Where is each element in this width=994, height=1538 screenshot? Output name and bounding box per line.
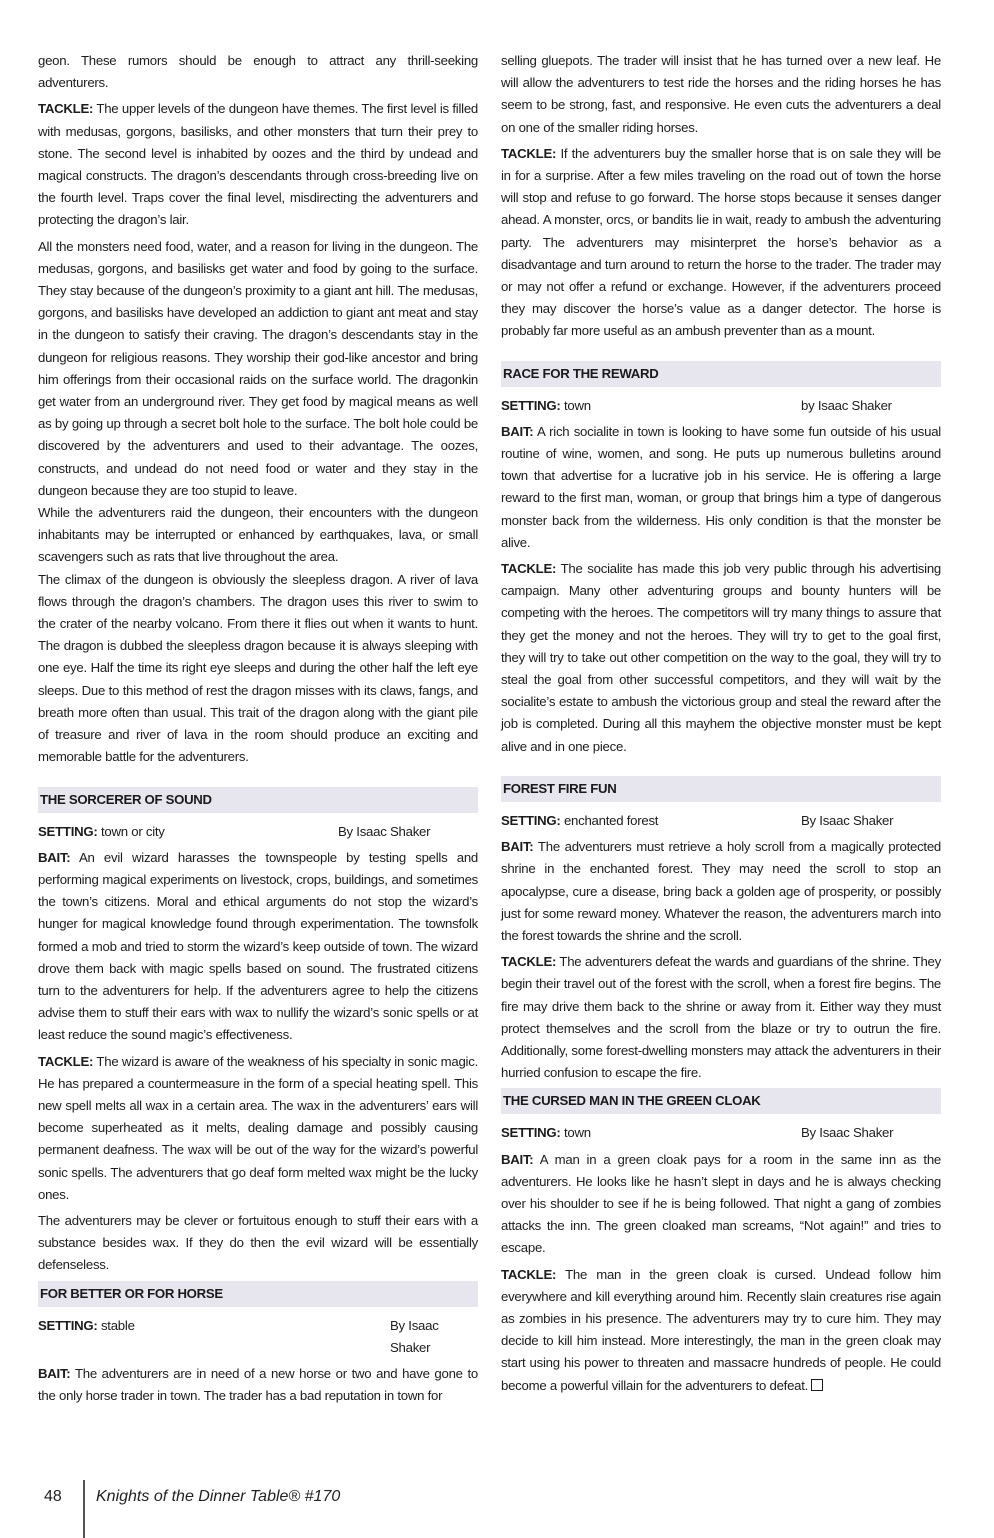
section-heading: THE SORCERER OF SOUND xyxy=(38,787,478,813)
right-column xyxy=(501,50,941,1401)
paragraph: All the monsters need food, water, and a reason for living in the dungeon. The medusas, gorgons, and basilisks get water and food by going to the surface. They stay because of the dungeon’s proximity to a giant ant hill. The medusas, gorgons, and basilisks have developed an addiction to giant ant meat and stay in the dungeon to satisfy their craving. The dragon’s descendants stay in the dungeon for religious reasons. They worship their god-like ancestor and bring him offerings from their occasional raids on the surface world. The dragonkin get water from an underground river. They get food by magical means as well as by going up through a secret bolt hole to the surface. The bolt hole could be discovered by the adventurers and used to their advantage. The oozes, constructs, and undead do not need food or water and they stay in the dungeon because they are too stupid to leave. xyxy=(38,238,478,498)
section-heading: RACE FOR THE REWARD xyxy=(501,361,941,387)
setting-value: stable xyxy=(97,1317,135,1333)
bait-label: BAIT: xyxy=(501,1151,534,1167)
end-mark-icon xyxy=(811,1379,823,1391)
section-heading: FOREST FIRE FUN xyxy=(501,776,941,802)
paragraph: While the adventurers raid the dungeon, their encounters with the dungeon inhabitants may be interrupted or enhanced by earthquakes, lava, or small scavengers such as rats that live throughout the area. xyxy=(38,505,478,565)
setting-label: SETTING: xyxy=(501,1125,561,1141)
setting-line xyxy=(501,810,941,832)
page-footer xyxy=(0,1480,994,1538)
tackle-label: TACKLE: xyxy=(501,954,557,970)
setting-value: town xyxy=(560,1125,591,1141)
setting-line xyxy=(501,395,941,417)
paragraph: geon. These rumors should be enough to attract any thrill-seeking adventurers. xyxy=(38,53,478,91)
byline: By Isaac Shaker xyxy=(801,1125,894,1141)
tackle-label: TACKLE: xyxy=(501,561,557,577)
byline: by Isaac Shaker xyxy=(801,397,892,413)
setting-value: enchanted forest xyxy=(560,812,659,828)
paragraph: TACKLE: The upper levels of the dungeon have themes. The first level is filled with medusas, gorgons, basilisks, and other monsters that turn their prey to stone. The second level is inhabited by oozes and the third by undead and magical constructs. The dragon’s descendants through cross-breeding live on the fourth level. Traps cover the final level, misdirecting the adventurers and protecting the dragon’s lair. xyxy=(38,101,478,228)
tackle-label: TACKLE: xyxy=(501,145,557,161)
paragraph: The climax of the dungeon is obviously the sleepless dragon. A river of lava flows through the dragon’s chambers. The dragon uses this river to swim to the crater of the nearby volcano. From there it flies out when it wants to hunt. The dragon is dubbed the sleepless dragon because it is always sleeping with one eye. Half the time its right eye sleeps and during the other half the left eye sleeps. Due to this method of rest the dragon misses with its claws, fangs, and breath more often than usual. This trait of the dragon along with the giant pile of treasure and river of lava in the room should produce an exciting and memorable battle for the adventurers. xyxy=(38,571,478,765)
setting-line xyxy=(501,1122,941,1144)
paragraph: The adventurers may be clever or fortuitous enough to stuff their ears with a substance besides wax. If they do then the evil wizard will be essentially defenseless. xyxy=(38,1212,478,1273)
left-column xyxy=(38,50,478,1411)
bait-paragraph: BAIT: A rich socialite in town is looking to have some fun outside of his usual routine of wine, women, and song. He puts up numerous bulletins around town that advertise for a lucrative job in his service. He is offering a large reward to the first man, woman, or group that brings him a type of dangerous monster back from the wilderness. His only condition is that the monster be alive. xyxy=(501,423,941,550)
bait-paragraph: BAIT: A man in a green cloak pays for a room in the same inn as the adventurers. He looks like he hasn’t slept in days and he is always checking over his shoulder to see if he is being followed. That night a gang of zombies attacks the inn. The green cloaked man screams, “Not again!” and tries to escape. xyxy=(501,1151,941,1256)
section-heading: FOR BETTER OR FOR HORSE xyxy=(38,1281,478,1307)
byline: By Isaac Shaker xyxy=(801,812,894,828)
setting-label: SETTING: xyxy=(38,823,98,839)
setting-line xyxy=(38,821,478,843)
bait-label: BAIT: xyxy=(501,423,534,439)
setting-label: SETTING: xyxy=(501,397,561,413)
tackle-label: TACKLE: xyxy=(38,1053,94,1069)
setting-value: town xyxy=(560,397,591,413)
section-heading: THE CURSED MAN IN THE GREEN CLOAK xyxy=(501,1088,941,1114)
bait-paragraph: BAIT: The adventurers must retrieve a holy scroll from a magically protected shrine in the enchanted forest. They may need the scroll to stop an apocalypse, cure a disease, bring back a golden age of prosperity, or possibly just for some reward money. Whatever the reason, the adventurers march into the forest towards the shrine and the scroll. xyxy=(501,839,941,943)
magazine-title: Knights of the Dinner Table® #170 xyxy=(96,1488,341,1505)
byline: By Isaac Shaker xyxy=(390,1317,439,1355)
bait-label: BAIT: xyxy=(38,1365,71,1381)
paragraph: selling gluepots. The trader will insist that he has turned over a new leaf. He will allow the adventurers to test ride the horses and the riding horses he has seem to be strong, fast, and responsive. He even cuts the adventurers a deal on one of the smaller riding horses. xyxy=(501,53,941,135)
bait-paragraph: BAIT: The adventurers are in need of a new horse or two and have gone to the only horse trader in town. The trader has a bad reputation in town for xyxy=(38,1365,478,1404)
byline: By Isaac Shaker xyxy=(338,823,431,839)
bait-label: BAIT: xyxy=(501,839,534,855)
setting-label: SETTING: xyxy=(501,812,561,828)
tackle-paragraph: TACKLE: The socialite has made this job very public through his advertising campaign. Many other adventuring groups and bounty hunters will be competing with the heroes. The competitors will try many things to assure that they get the money and not the heroes. They will try to get to the goal first, they will try to take out other competition on the way to the goal, they will try to steal the goal from other successful competitors, and they will wait by the socialite’s estate to ambush the victorious group and steal the reward after the job is completed. During all this mayhem the objective monster must be kept alive and in one piece. xyxy=(501,561,941,754)
tackle-label: TACKLE: xyxy=(38,101,94,117)
setting-line xyxy=(38,1315,478,1359)
footer-divider xyxy=(83,1480,85,1538)
setting-label: SETTING: xyxy=(38,1317,98,1333)
paragraph: TACKLE: If the adventurers buy the smaller horse that is on sale they will be in for a surprise. After a few miles traveling on the road out of town the horse will stop and refuse to go forward. The horse stops because it senses danger ahead. A monster, orcs, or bandits lie in wait, ready to ambush the adventuring party. The adventurers may misinterpret the horse’s behavior as a disadvantage and turn around to return the horse to the trader. The trader may or may not offer a refund or exchange. However, if the adventurers proceed they may discover the horse’s value as a danger detector. The horse is probably far more useful as an ambush preventer than as a mount. xyxy=(501,145,941,339)
bait-label: BAIT: xyxy=(38,849,71,865)
tackle-paragraph: TACKLE: The adventurers defeat the wards and guardians of the shrine. They begin their travel out of the forest with the scroll, when a forest fire begins. The fire may drive them back to the shrine or away from it. Either way they must protect themselves and the scroll from the blaze or try to outrun the fire. Additionally, some forest-dwelling monsters may attack the adventurers in their hurried confusion to escape the fire. xyxy=(501,954,941,1081)
tackle-paragraph: TACKLE: The wizard is aware of the weakness of his specialty in sonic magic. He has prepared a countermeasure in the form of a special heating spell. This new spell melts all wax in a certain area. The wax in the adventurers’ ears will become superheated as it melts, dealing damage and possibly causing permanent deafness. The wax will be out of the way for the wizard’s powerful sonic spells. The adventurers that go deaf form melted wax might be the lucky ones. xyxy=(38,1053,478,1202)
setting-value: town or city xyxy=(97,823,165,839)
page-number: 48 xyxy=(44,1488,62,1505)
tackle-paragraph: TACKLE: The man in the green cloak is cursed. Undead follow him everywhere and kill everything around him. Recently slain creatures rise again as zombies in his presence. The adventurers may try to cure him. They may decide to kill him instead. More interestingly, the man in the green cloak may start using his power to threaten and massacre hundreds of people. He could become a powerful villain for the adventurers to defeat. xyxy=(501,1266,941,1393)
tackle-label: TACKLE: xyxy=(501,1266,557,1282)
bait-paragraph: BAIT: An evil wizard harasses the townspeople by testing spells and performing magical experiments on livestock, crops, buildings, and sometimes the town’s citizens. Moral and ethical arguments do not stop the wizard’s hunger for magical knowledge found through experimentation. The townsfolk formed a mob and tried to storm the wizard’s keep outside of town. The wizard drove them back with magic spells based on sound. The frustrated citizens turn to the adventurers for help. If the adventurers agree to help the citizens advise them to stuff their ears with wax to nullify the wizard’s sonic spells or at least reduce the sound magic’s effectiveness. xyxy=(38,849,478,1043)
